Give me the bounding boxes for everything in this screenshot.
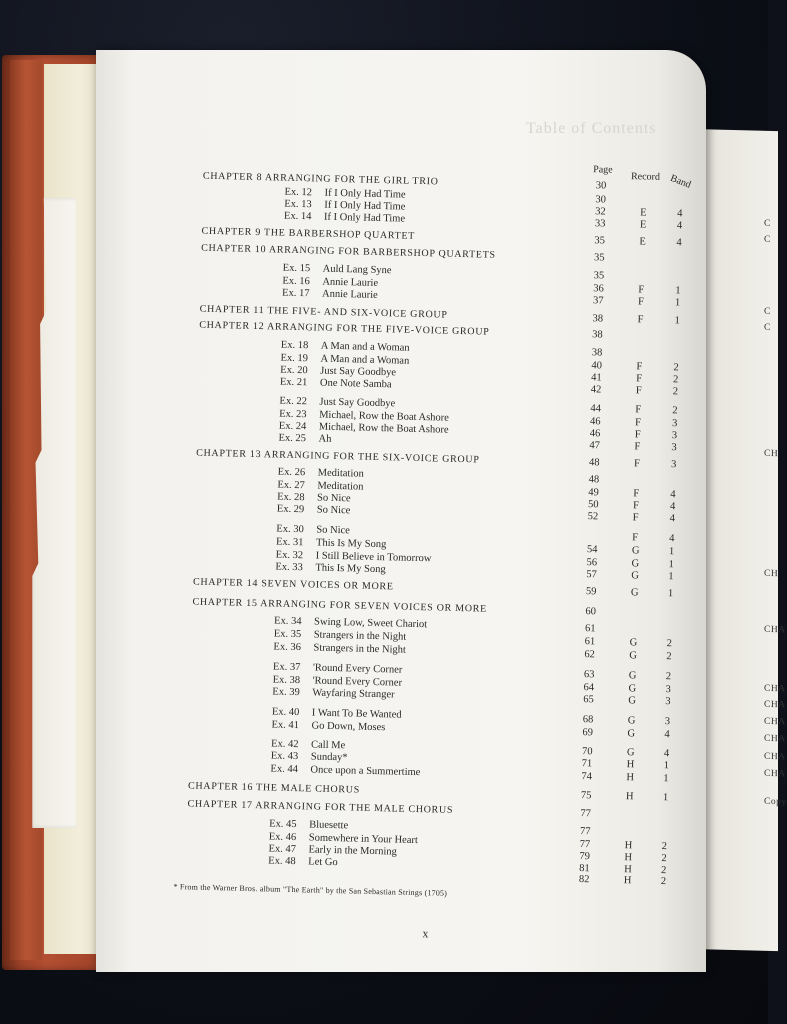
page-number-cell: 82: [578, 874, 590, 886]
record-cell: G: [631, 570, 640, 582]
record-cell: E: [640, 207, 647, 219]
right-page-stub: C: [764, 322, 771, 333]
page-number-cell: 33: [594, 218, 606, 230]
example-title: Annie Laurie: [321, 288, 378, 301]
example-title: Just Say Goodbye: [320, 365, 397, 379]
page-number-cell: 48: [588, 474, 600, 486]
band-cell: 2: [673, 362, 679, 374]
example-number: Ex. 46: [268, 831, 297, 844]
col-header-page: Page: [593, 164, 613, 176]
example-number: Ex. 14: [283, 210, 312, 223]
example-title: Meditation: [317, 467, 364, 480]
page-number-cell: 81: [579, 863, 590, 875]
example-number: Ex. 20: [280, 364, 308, 377]
record-cell: G: [631, 558, 640, 570]
band-cell: 2: [661, 841, 668, 853]
contents-page: [96, 50, 706, 972]
col-header-record: Record: [630, 171, 661, 183]
record-cell: F: [635, 373, 643, 385]
record-cell: G: [627, 715, 636, 727]
example-number: Ex. 29: [276, 503, 305, 516]
example-title: Auld Lang Syne: [322, 263, 392, 277]
page-number-cell: 70: [581, 746, 593, 758]
record-cell: F: [637, 296, 644, 308]
page-number-cell: 47: [589, 440, 601, 452]
record-cell: F: [632, 512, 639, 524]
example-title: Once upon a Summertime: [310, 764, 421, 779]
example-number: Ex. 26: [277, 466, 306, 479]
page-number-cell: 37: [592, 295, 604, 307]
record-cell: G: [628, 695, 636, 707]
example-title: If I Only Had Time: [323, 211, 406, 225]
page-number-cell: 63: [583, 669, 595, 681]
record-cell: F: [635, 385, 642, 397]
example-number: Ex. 18: [280, 339, 309, 352]
page-number-cell: 79: [579, 851, 591, 863]
example-title: This Is My Song: [315, 562, 386, 576]
page-number-cell: 44: [590, 403, 602, 415]
example-title: Ah: [318, 433, 332, 445]
right-page-stub: CHA: [764, 733, 786, 745]
example-number: Ex. 42: [270, 738, 299, 751]
example-number: Ex. 40: [271, 706, 300, 719]
page-number-cell: 61: [584, 623, 596, 635]
chapter-heading: CHAPTER 17 ARRANGING FOR THE MALE CHORUS: [187, 798, 454, 816]
example-number: Ex. 27: [277, 479, 305, 492]
page-number-cell: 61: [584, 636, 596, 648]
band-cell: 2: [666, 638, 673, 650]
example-title: Michael, Row the Boat Ashore: [318, 421, 449, 436]
example-number: Ex. 19: [280, 352, 309, 365]
page-number-cell: 36: [593, 283, 604, 295]
record-cell: G: [630, 587, 639, 599]
record-cell: F: [634, 429, 641, 441]
example-number: Ex. 45: [269, 818, 297, 831]
example-number: Ex. 35: [273, 628, 302, 641]
chapter-heading: CHAPTER 13 ARRANGING FOR THE SIX-VOICE GROUP: [196, 447, 480, 466]
example-title: Swing Low, Sweet Chariot: [313, 616, 428, 631]
right-page-stub: C: [764, 218, 771, 229]
band-cell: 3: [670, 459, 677, 471]
example-title: If I Only Had Time: [324, 187, 406, 201]
band-cell: 4: [669, 501, 676, 513]
example-title: Bluesette: [308, 819, 349, 832]
chapter-heading: CHAPTER 14 SEVEN VOICES OR MORE: [192, 576, 394, 593]
band-cell: 2: [665, 671, 672, 683]
example-number: Ex. 28: [276, 491, 305, 504]
page-number-cell: 30: [595, 180, 607, 192]
example-number: Ex. 36: [273, 641, 302, 654]
page-number-cell: 57: [586, 569, 597, 581]
record-cell: G: [628, 670, 637, 682]
example-title: This Is My Song: [315, 537, 387, 551]
example-number: Ex. 34: [273, 615, 302, 628]
example-title: Early in the Morning: [308, 844, 397, 858]
chapter-heading: CHAPTER 11 THE FIVE- AND SIX-VOICE GROUP: [199, 303, 448, 321]
page-number-cell: 64: [583, 682, 595, 694]
example-number: Ex. 23: [279, 408, 307, 421]
page-number-cell: 48: [588, 457, 600, 469]
example-number: Ex. 39: [272, 686, 300, 699]
chapter-heading: CHAPTER 15 ARRANGING FOR SEVEN VOICES OR MORE: [192, 596, 487, 615]
ghost-title: Table of Contents: [526, 120, 657, 137]
band-cell: 4: [676, 237, 682, 249]
band-cell: 1: [674, 297, 681, 309]
example-number: Ex. 44: [270, 763, 299, 776]
example-title: I Still Believe in Tomorrow: [315, 550, 432, 565]
example-title: Sunday*: [310, 751, 348, 764]
example-number: Ex. 13: [284, 198, 312, 211]
band-cell: 3: [665, 696, 671, 708]
band-cell: 4: [670, 489, 676, 501]
example-title: So Nice: [316, 524, 351, 537]
band-cell: 1: [674, 315, 680, 327]
page-number-cell: 52: [587, 511, 599, 523]
example-title: A Man and a Woman: [320, 353, 410, 367]
record-cell: H: [624, 840, 633, 852]
page-number-cell: 60: [585, 606, 597, 618]
record-cell: G: [628, 683, 637, 695]
band-cell: 1: [668, 571, 674, 583]
record-cell: H: [624, 852, 633, 864]
band-cell: 1: [668, 559, 674, 571]
record-cell: E: [639, 219, 647, 231]
example-number: Ex. 22: [279, 395, 308, 408]
example-title: Strangers in the Night: [313, 629, 407, 643]
record-cell: G: [626, 747, 635, 759]
right-page-stub: CHA: [764, 751, 786, 763]
example-title: Strangers in the Night: [313, 642, 407, 656]
example-number: Ex. 30: [276, 523, 304, 536]
example-number: Ex. 41: [271, 719, 300, 732]
band-cell: 1: [668, 546, 675, 558]
example-title: Meditation: [317, 480, 364, 493]
band-cell: 4: [663, 748, 670, 760]
example-title: 'Round Every Corner: [312, 662, 403, 676]
right-page-stub: CHA: [764, 768, 786, 780]
example-title: A Man and a Woman: [320, 340, 410, 354]
footnote: * From the Warner Bros. album "The Earth" by the San Sebastian Strings (1705): [173, 882, 448, 898]
record-cell: G: [629, 650, 638, 662]
page-number-cell: 46: [589, 428, 601, 440]
band-cell: 2: [672, 405, 678, 417]
band-cell: 2: [666, 651, 672, 663]
page-number-cell: 46: [589, 416, 601, 428]
example-title: Annie Laurie: [322, 276, 379, 289]
record-cell: G: [631, 545, 640, 557]
record-cell: H: [623, 864, 632, 876]
record-cell: H: [626, 772, 635, 784]
example-number: Ex. 31: [275, 536, 304, 549]
example-number: Ex. 16: [282, 275, 310, 288]
record-cell: F: [633, 488, 640, 500]
example-number: Ex. 48: [268, 855, 296, 868]
page-number-cell: 77: [580, 808, 592, 820]
example-title: Just Say Goodbye: [319, 396, 396, 410]
example-number: Ex. 24: [278, 420, 307, 433]
page-number-cell: 35: [593, 252, 605, 264]
example-title: Call Me: [310, 739, 346, 752]
right-page-stub: CH: [764, 568, 779, 580]
record-cell: F: [636, 361, 643, 373]
record-cell: F: [634, 441, 641, 453]
page-number-cell: 38: [592, 329, 603, 341]
right-page-stub: CHA: [764, 716, 786, 728]
band-cell: 4: [676, 220, 683, 232]
right-page-stub: CHA: [764, 624, 786, 636]
example-number: Ex. 32: [275, 549, 304, 562]
example-title: Somewhere in Your Heart: [308, 832, 418, 847]
band-cell: 2: [660, 876, 667, 888]
example-number: Ex. 12: [284, 186, 313, 199]
example-number: Ex. 37: [272, 661, 301, 674]
record-cell: H: [625, 791, 634, 803]
chapter-heading: CHAPTER 8 ARRANGING FOR THE GIRL TRIO: [202, 170, 439, 188]
example-title: 'Round Every Corner: [312, 675, 403, 689]
record-cell: F: [632, 500, 640, 512]
record-cell: F: [634, 417, 642, 429]
record-cell: G: [627, 728, 636, 740]
example-title: Michael, Row the Boat Ashore: [319, 409, 450, 424]
page-number-cell: 69: [582, 727, 594, 739]
example-title: I Want To Be Wanted: [311, 707, 402, 721]
band-cell: 1: [663, 760, 670, 772]
band-cell: 4: [664, 729, 670, 741]
page-number-cell: 32: [595, 206, 606, 218]
page-number-cell: 42: [590, 384, 602, 396]
page-number-cell: 35: [594, 235, 606, 247]
page-number: x: [422, 926, 429, 941]
page-number-cell: 54: [586, 544, 598, 556]
chapter-heading: CHAPTER 16 THE MALE CHORUS: [187, 780, 361, 796]
band-cell: 3: [671, 430, 678, 442]
page-number-cell: 40: [591, 360, 603, 372]
example-number: Ex. 25: [278, 432, 307, 445]
page-number-cell: 30: [595, 194, 607, 206]
example-title: So Nice: [316, 504, 351, 517]
page-number-cell: 41: [591, 372, 602, 384]
example-title: Let Go: [308, 856, 338, 869]
page-number-cell: 74: [581, 771, 593, 783]
record-cell: F: [635, 404, 642, 416]
example-number: Ex. 15: [282, 262, 311, 275]
page-number-cell: 49: [588, 487, 599, 499]
chapter-heading: CHAPTER 12 ARRANGING FOR THE FIVE-VOICE GROUP: [199, 319, 490, 338]
band-cell: 1: [662, 792, 669, 804]
example-number: Ex. 17: [281, 287, 310, 300]
page-number-cell: 56: [586, 557, 598, 569]
band-cell: 1: [675, 285, 681, 297]
chapter-heading: CHAPTER 10 ARRANGING FOR BARBERSHOP QUARTETS: [201, 242, 496, 261]
band-cell: 4: [677, 208, 683, 220]
right-page-stub: C: [764, 306, 771, 317]
page-number-cell: 65: [583, 694, 594, 706]
example-title: Go Down, Moses: [311, 720, 386, 734]
right-page-stub: Copy: [764, 796, 787, 808]
record-cell: G: [629, 637, 638, 649]
page-number-cell: 62: [584, 649, 596, 661]
example-number: Ex. 47: [268, 843, 297, 856]
band-cell: 2: [660, 865, 667, 877]
page-number-cell: 38: [592, 313, 604, 325]
page-number-cell: 35: [593, 270, 605, 282]
example-title: Wayfaring Stranger: [312, 687, 395, 701]
record-cell: F: [638, 284, 645, 296]
right-page-stub: C: [764, 234, 771, 245]
page-number-cell: 75: [580, 790, 592, 802]
record-cell: H: [626, 759, 635, 771]
band-cell: 2: [661, 853, 667, 865]
right-page-stub: CHA: [764, 683, 786, 695]
band-cell: 4: [669, 513, 676, 525]
right-page-stub: CHA: [764, 699, 786, 711]
band-cell: 3: [671, 418, 678, 430]
page-number-cell: 68: [582, 714, 594, 726]
example-number: Ex. 38: [272, 674, 301, 687]
band-cell: 1: [667, 588, 674, 600]
band-cell: 4: [669, 533, 675, 545]
page-number-cell: 50: [587, 499, 599, 511]
example-number: Ex. 21: [279, 376, 308, 389]
page-number-cell: 77: [579, 839, 591, 851]
band-cell: 1: [663, 773, 669, 785]
example-number: Ex. 43: [270, 750, 299, 763]
band-cell: 2: [672, 386, 679, 398]
band-cell: 3: [665, 684, 671, 696]
example-title: If I Only Had Time: [324, 199, 406, 213]
band-cell: 2: [672, 374, 679, 386]
record-cell: F: [637, 314, 644, 326]
page-number-cell: 59: [585, 586, 597, 598]
record-cell: H: [623, 875, 632, 887]
right-page-stub: CH: [764, 448, 779, 460]
example-number: Ex. 33: [275, 561, 303, 574]
contents-list: [73, 50, 705, 987]
band-cell: 3: [671, 442, 677, 454]
page-number-cell: 71: [581, 758, 593, 770]
record-cell: F: [632, 532, 639, 544]
col-header-band: Band: [668, 172, 693, 191]
page-number-cell: 77: [579, 826, 591, 838]
chapter-heading: CHAPTER 9 THE BARBERSHOP QUARTET: [201, 225, 416, 242]
record-cell: E: [639, 236, 647, 248]
page-number-cell: 38: [591, 347, 603, 359]
example-title: So Nice: [316, 492, 351, 505]
record-cell: F: [633, 458, 641, 470]
band-cell: 3: [664, 716, 671, 728]
example-title: One Note Samba: [319, 377, 392, 391]
